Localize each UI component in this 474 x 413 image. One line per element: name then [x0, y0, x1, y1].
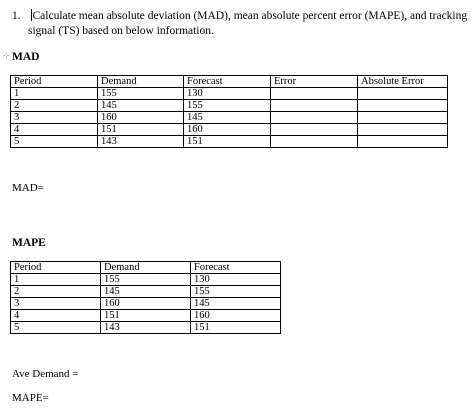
mad-result-label: MAD= — [12, 182, 44, 194]
ave-demand-label: Ave Demand = — [12, 368, 79, 380]
cell-period[interactable]: 1 — [11, 274, 101, 286]
question-number: 1. — [12, 10, 21, 22]
cell-absolute-error[interactable] — [358, 112, 448, 124]
cell-forecast[interactable]: 130 — [184, 88, 271, 100]
header-demand: Demand — [101, 262, 191, 274]
question-line-1 — [12, 9, 467, 23]
cell-demand[interactable]: 143 — [101, 322, 191, 334]
cell-error[interactable] — [271, 112, 358, 124]
cell-period[interactable]: 4 — [11, 124, 98, 136]
cell-demand[interactable]: 145 — [98, 100, 184, 112]
table-row — [11, 136, 448, 148]
cell-demand[interactable]: 155 — [101, 274, 191, 286]
cell-error[interactable] — [271, 88, 358, 100]
cell-absolute-error[interactable] — [358, 124, 448, 136]
cell-demand[interactable]: 151 — [98, 124, 184, 136]
cell-forecast[interactable]: 160 — [191, 310, 281, 322]
cell-period[interactable]: 2 — [11, 286, 101, 298]
cell-period[interactable]: 5 — [11, 322, 101, 334]
cell-absolute-error[interactable] — [358, 136, 448, 148]
cell-error[interactable] — [271, 136, 358, 148]
table-row — [11, 298, 281, 310]
header-forecast: Forecast — [184, 76, 271, 88]
cell-demand[interactable]: 151 — [101, 310, 191, 322]
cell-period[interactable]: 1 — [11, 88, 98, 100]
cell-forecast[interactable]: 155 — [191, 286, 281, 298]
table-header-row — [11, 262, 281, 274]
header-forecast: Forecast — [191, 262, 281, 274]
table-row — [11, 274, 281, 286]
header-period: Period — [11, 76, 98, 88]
cell-forecast[interactable]: 145 — [191, 298, 281, 310]
cell-forecast[interactable]: 155 — [184, 100, 271, 112]
cell-demand[interactable]: 143 — [98, 136, 184, 148]
cell-demand[interactable]: 155 — [98, 88, 184, 100]
table-row — [11, 100, 448, 112]
table-row — [11, 124, 448, 136]
cell-period[interactable]: 4 — [11, 310, 101, 322]
table-row — [11, 286, 281, 298]
table-row — [11, 112, 448, 124]
question-text-line-2: signal (TS) based on below information. — [28, 25, 214, 37]
cell-forecast[interactable]: 151 — [191, 322, 281, 334]
mad-heading: MAD — [12, 51, 40, 63]
question-text-line-1: Calculate mean absolute deviation (MAD), mean absolute percent error (MAPE), and tracking — [32, 10, 468, 22]
cell-absolute-error[interactable] — [358, 100, 448, 112]
table-row — [11, 310, 281, 322]
mad-table — [10, 75, 448, 148]
table-row — [11, 322, 281, 334]
header-demand: Demand — [98, 76, 184, 88]
table-row — [11, 88, 448, 100]
cell-period[interactable]: 3 — [11, 112, 98, 124]
mape-result-label: MAPE= — [12, 392, 49, 404]
cell-error[interactable] — [271, 100, 358, 112]
text-cursor — [31, 9, 32, 21]
paragraph-anchor-icon: ⊹ — [3, 51, 10, 60]
cell-forecast[interactable]: 160 — [184, 124, 271, 136]
cell-forecast[interactable]: 130 — [191, 274, 281, 286]
table-header-row — [11, 76, 448, 88]
cell-period[interactable]: 2 — [11, 100, 98, 112]
cell-forecast[interactable]: 151 — [184, 136, 271, 148]
header-error: Error — [271, 76, 358, 88]
cell-absolute-error[interactable] — [358, 88, 448, 100]
cell-demand[interactable]: 160 — [98, 112, 184, 124]
cell-demand[interactable]: 145 — [101, 286, 191, 298]
header-period: Period — [11, 262, 101, 274]
cell-forecast[interactable]: 145 — [184, 112, 271, 124]
header-absolute-error: Absolute Error — [358, 76, 448, 88]
cell-period[interactable]: 5 — [11, 136, 98, 148]
mape-heading: MAPE — [12, 237, 46, 249]
cell-error[interactable] — [271, 124, 358, 136]
cell-period[interactable]: 3 — [11, 298, 101, 310]
cell-demand[interactable]: 160 — [101, 298, 191, 310]
mape-table — [10, 261, 281, 334]
